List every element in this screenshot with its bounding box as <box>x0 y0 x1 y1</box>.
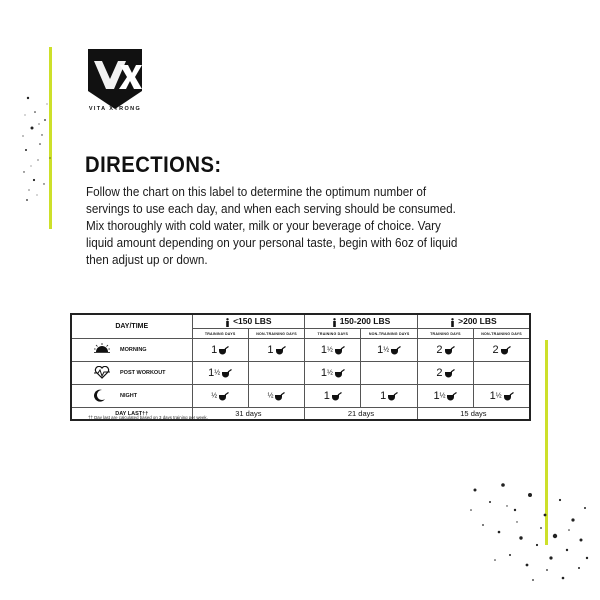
dose-cell <box>361 339 417 362</box>
subheader-cell: NON-TRAINING DAYS <box>474 329 530 339</box>
subheader-cell: NON-TRAINING DAYS <box>361 329 417 339</box>
directions-text: Follow the chart on this label to determine the optimum number of servings to use each day, and when each serving should be consumed. Mix thoroughly with cold water, milk or your beverage of choice. Vary liquid amount depending on your personal taste, begin with 6oz of liquid then adjust up or down. <box>86 184 458 267</box>
dose-whole: 1 <box>320 344 327 357</box>
moon-icon <box>94 389 106 404</box>
dose-cell <box>248 339 304 362</box>
day-last-value: 31 days <box>192 408 305 421</box>
dose-cell <box>305 362 361 385</box>
person-icon <box>332 318 337 327</box>
dose-cell <box>305 339 361 362</box>
subheader-cell: TRAINING DAYS <box>305 329 361 339</box>
day-last-value: 21 days <box>305 408 418 421</box>
sunrise-icon <box>94 343 110 355</box>
paint-splatter-bottom <box>455 440 595 590</box>
time-cell <box>71 339 192 362</box>
dose-fraction: ½ <box>267 392 274 400</box>
dosage-row <box>71 362 530 385</box>
group-label: 150-200 LBS <box>339 316 391 327</box>
dose-whole: 2 <box>436 344 443 357</box>
day-last-label: DAY LAST†† <box>71 408 192 421</box>
dose-cell <box>248 362 304 385</box>
dose-whole: 1 <box>267 344 274 357</box>
dose-whole: 2 <box>436 367 443 380</box>
dose-whole: 1 <box>211 344 218 357</box>
scoop-icon <box>333 344 345 356</box>
group-header-150-200 <box>305 314 418 329</box>
dose-cell <box>474 339 530 362</box>
dose-whole: 1 <box>323 390 330 403</box>
subheader-cell: TRAINING DAYS <box>192 329 248 339</box>
scoop-icon <box>386 390 398 402</box>
dose-fraction: ½ <box>211 392 218 400</box>
dose-fraction: ½ <box>495 392 502 400</box>
scoop-icon <box>443 367 455 379</box>
scoop-icon <box>220 367 232 379</box>
dose-whole: 1 <box>433 390 440 403</box>
scoop-icon <box>389 344 401 356</box>
dose-whole: 1 <box>380 390 387 403</box>
dose-fraction: ½ <box>326 346 333 354</box>
scoop-icon <box>445 390 457 402</box>
dose-whole: 1 <box>377 344 384 357</box>
day-last-value: 15 days <box>417 408 530 421</box>
dosage-rows <box>71 339 530 408</box>
dose-whole: 1 <box>320 367 327 380</box>
dose-fraction: ½ <box>214 369 221 377</box>
time-label: MORNING <box>120 347 147 353</box>
brand-subtitle: VITA XTRONG <box>88 106 142 112</box>
dose-fraction: ½ <box>439 392 446 400</box>
dose-cell <box>192 362 248 385</box>
scoop-icon <box>274 344 286 356</box>
time-label: POST WORKOUT <box>120 370 166 376</box>
group-label: >200 LBS <box>458 316 497 327</box>
dose-fraction: ½ <box>383 346 390 354</box>
scoop-icon <box>499 344 511 356</box>
dosage-chart <box>70 313 531 423</box>
dose-cell <box>474 385 530 408</box>
dose-cell <box>417 362 473 385</box>
dose-cell <box>417 385 473 408</box>
time-cell <box>71 385 192 408</box>
heartbeat-icon <box>94 366 110 381</box>
scoop-icon <box>443 344 455 356</box>
dose-whole: 1 <box>208 367 215 380</box>
scoop-icon <box>273 390 285 402</box>
dose-cell <box>474 362 530 385</box>
column-header-daytime: DAY/TIME <box>71 314 192 339</box>
time-cell <box>71 362 192 385</box>
subheader-cell: TRAINING DAYS <box>417 329 473 339</box>
subheader-cell: NON-TRAINING DAYS <box>248 329 304 339</box>
directions-title: DIRECTIONS: <box>85 152 222 177</box>
scoop-icon <box>217 344 229 356</box>
footnote: †† Day last are calculated based on 3 days training per week. <box>88 415 208 420</box>
person-icon <box>450 318 455 327</box>
group-label: <150 LBS <box>233 316 272 327</box>
time-label: NIGHT <box>120 393 138 399</box>
dose-cell <box>248 385 304 408</box>
dosage-row <box>71 385 530 408</box>
dose-cell <box>361 385 417 408</box>
dose-whole: 2 <box>492 344 499 357</box>
dose-cell <box>192 339 248 362</box>
person-icon <box>225 318 230 327</box>
dose-cell <box>305 385 361 408</box>
group-header-over-200 <box>417 314 530 329</box>
dosage-row <box>71 339 530 362</box>
scoop-icon <box>217 390 229 402</box>
dose-cell <box>361 362 417 385</box>
dosage-table <box>70 313 531 421</box>
scoop-icon <box>502 390 514 402</box>
dose-whole: 1 <box>489 390 496 403</box>
dose-cell <box>192 385 248 408</box>
dose-cell <box>417 339 473 362</box>
scoop-icon <box>333 367 345 379</box>
group-header-under-150 <box>192 314 305 329</box>
dose-fraction: ½ <box>326 369 333 377</box>
scoop-icon <box>330 390 342 402</box>
